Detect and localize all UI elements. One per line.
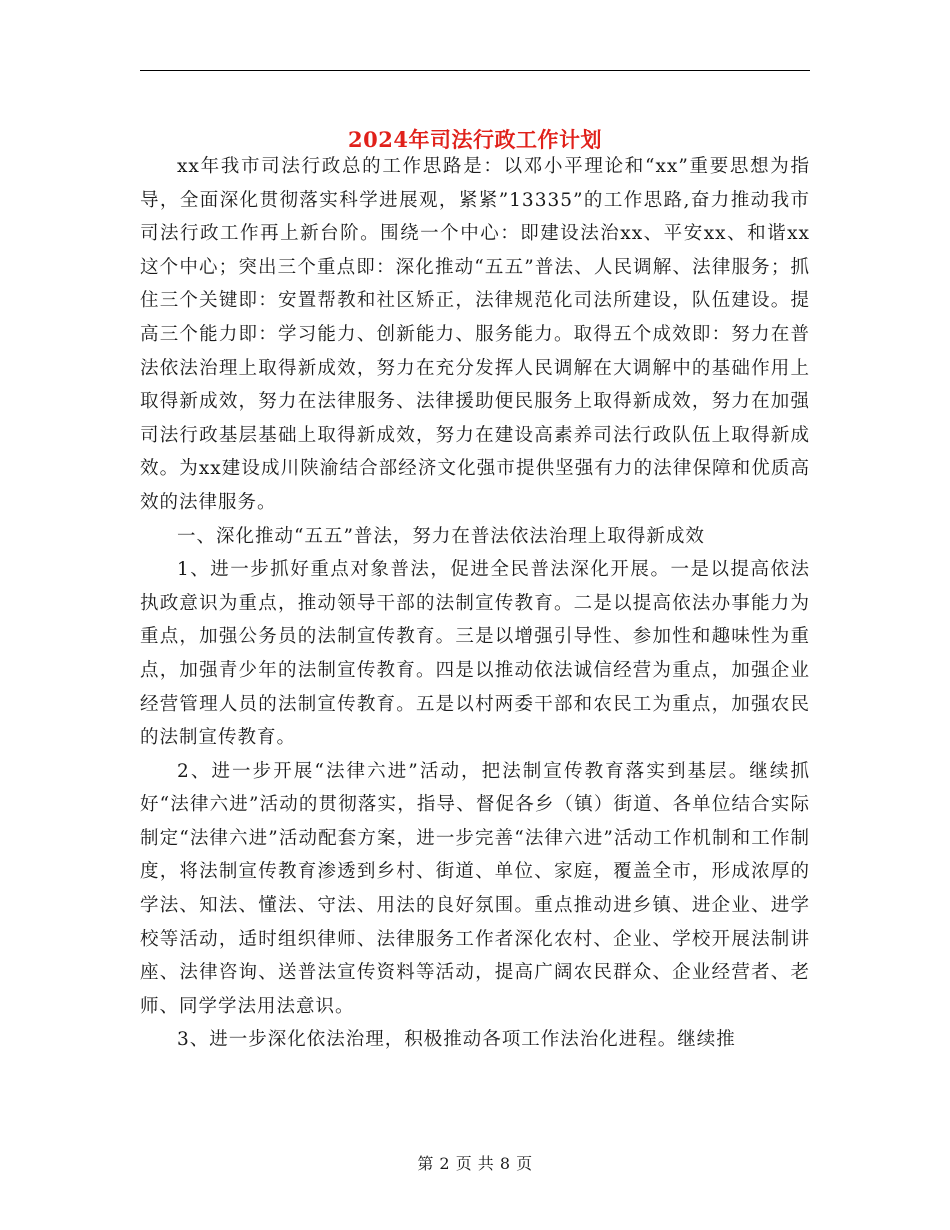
- paragraph-item-1: 1、进一步抓好重点对象普法，促进全民普法深化开展。一是以提高依法执政意识为重点，推动领导干部的法制宣传教育。二是以提高依法办事能力为重点，加强公务员的法制宣传教育。三是以增强引导性、参加性和趣味性为重点，加强青少年的法制宣传教育。四是以推动依法诚信经营为重点，加强企业经营管理人员的法制宣传教育。五是以村两委干部和农民工为重点，加强农民的法制宣传教育。: [140, 559, 810, 749]
- section-heading-1: 一、深化推动“五五”普法，努力在普法依法治理上取得新成效: [177, 525, 705, 547]
- paragraph-item-3: 3、进一步深化依法治理，积极推动各项工作法治化进程。继续推: [177, 1029, 736, 1051]
- document-body: [140, 150, 810, 1057]
- paragraph-intro: xx年我市司法行政总的工作思路是：以邓小平理论和“xx”重要思想为指导，全面深化贯彻落实科学进展观，紧紧”13335”的工作思路,奋力推动我市司法行政工作再上新台阶。围绕一个中心：即建设法治xx、平安xx、和谐xx这个中心；突出三个重点即：深化推动“五五”普法、人民调解、法律服务；抓住三个关键即：安置帮教和社区矫正，法律规范化司法所建设，队伍建设。提高三个能力即：学习能力、创新能力、服务能力。取得五个成效即：努力在普法依法治理上取得新成效，努力在充分发挥人民调解在大调解中的基础作用上取得新成效，努力在法律服务、法律援助便民服务上取得新成效，努力在加强司法行政基层基础上取得新成效，努力在建设高素养司法行政队伍上取得新成效。为xx建设成川陕渝结合部经济文化强市提供坚强有力的法律保障和优质高效的法律服务。: [140, 156, 810, 513]
- page-footer: 第 2 页 共 8 页: [417, 1154, 533, 1173]
- document-title: 2024年司法行政工作计划: [348, 127, 602, 153]
- header-rule: [140, 70, 810, 71]
- paragraph-item-2: 2、进一步开展“法律六进”活动，把法制宣传教育落实到基层。继续抓好“法律六进”活动的贯彻落实，指导、督促各乡（镇）街道、各单位结合实际制定“法律六进”活动配套方案，进一步完善“法律六进”活动工作机制和工作制度，将法制宣传教育渗透到乡村、街道、单位、家庭，覆盖全市，形成浓厚的学法、知法、懂法、守法、用法的良好氛围。重点推动进乡镇、进企业、进学校等活动，适时组织律师、法律服务工作者深化农村、企业、学校开展法制讲座、法律咨询、送普法宣传资料等活动，提高广阔农民群众、企业经营者、老师、同学学法用法意识。: [140, 760, 810, 1017]
